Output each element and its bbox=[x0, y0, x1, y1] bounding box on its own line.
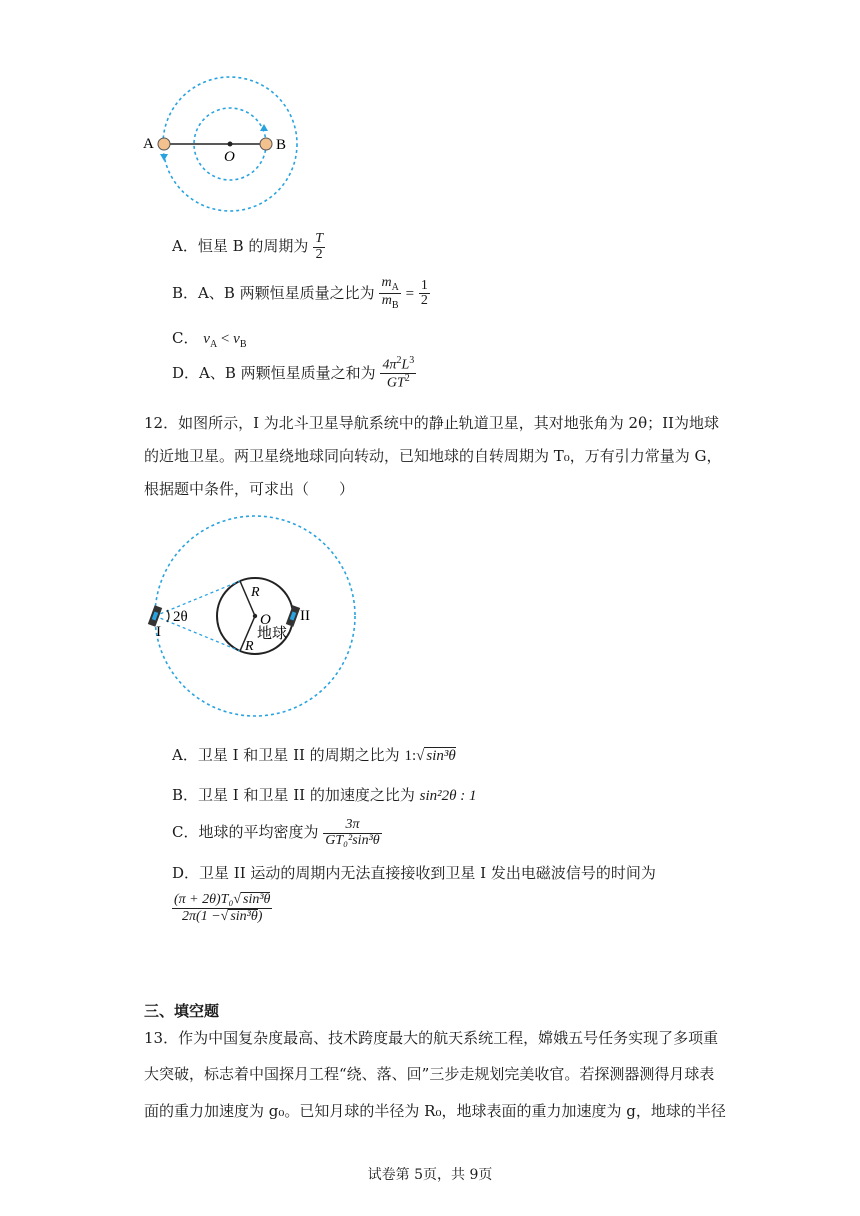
page-footer: 试卷第 5页，共 9页 bbox=[367, 1167, 493, 1183]
q11-option-b: B．A、B 两颗恒星质量之比为 $\frac{m_A}{m_B}$ = $\frac{1}{2}$ bbox=[172, 275, 428, 312]
q12-line-1: 12．如图所示，I 为北斗卫星导航系统中的静止轨道卫星，其对地张角为 2θ；II为地球 bbox=[144, 414, 719, 432]
fraction: $\frac{4\pi^2L^3}{GT^2}$ bbox=[382, 355, 415, 391]
fraction: $\frac{\text{(π + 2θ)T₀√ sin³θ}}{\text{2π(1 −√ sin³θ)}}$ bbox=[174, 892, 271, 924]
fraction: $\frac{m_A}{m_B}$ bbox=[381, 275, 399, 312]
section-title: 三、填空题 bbox=[144, 1002, 220, 1020]
earth-center bbox=[253, 614, 257, 618]
label-b: B bbox=[276, 137, 287, 153]
label-o: O bbox=[224, 149, 235, 165]
center-point bbox=[228, 142, 233, 147]
label-r-bottom: R bbox=[245, 639, 254, 654]
q12-option-d-formula bbox=[172, 892, 272, 924]
star-b bbox=[260, 138, 272, 150]
q11-option-c: C． $v_A < v_B$ bbox=[172, 329, 247, 350]
q13-line-2: 大突破，标志着中国探月工程“绕、落、回”三步走规划完美收官。若探测器测得月球表 bbox=[144, 1065, 715, 1083]
q11-option-d: D．A、B 两颗恒星质量之和为 $\frac{4\pi^2L^3}{GT^2}$ bbox=[172, 355, 415, 391]
q12-option-c: C．地球的平均密度为 $\frac{3\pi}{\text{GT₀²sin³θ}}$ bbox=[172, 817, 380, 848]
satellite-figure bbox=[140, 512, 370, 722]
arrow-a-icon bbox=[160, 154, 168, 161]
label-earth: 地球 bbox=[257, 626, 288, 642]
star-a bbox=[158, 138, 170, 150]
label-r-top: R bbox=[251, 585, 260, 600]
label-o: O bbox=[260, 612, 271, 628]
q11-option-a: A．恒星 B 的周期为 $\frac{T}{2}$ bbox=[172, 231, 323, 262]
label-a: A bbox=[143, 136, 154, 152]
q12-option-d: D．卫星 II 运动的周期内无法直接接收到卫星 I 发出电磁波信号的时间为 bbox=[172, 864, 656, 882]
binary-star-figure bbox=[140, 60, 340, 230]
q12-option-b: B．卫星 I 和卫星 II 的加速度之比为 sin²2θ : 1 bbox=[172, 786, 477, 804]
label-sat-i: I bbox=[156, 624, 161, 640]
q12-option-a: A．卫星 I 和卫星 II 的周期之比为 1:√ sin³θ bbox=[172, 746, 456, 764]
angle-arc bbox=[167, 610, 169, 622]
q12-line-2: 的近地卫星。两卫星绕地球同向转动，已知地球的自转周期为 T₀，万有引力常量为 G， bbox=[144, 447, 722, 465]
q13-line-3: 面的重力加速度为 g₀。已知月球的半径为 R₀，地球表面的重力加速度为 g，地球的半径 bbox=[144, 1102, 726, 1120]
q13-line-1: 13．作为中国复杂度最高、技术跨度最大的航天系统工程，嫦娥五号任务实现了多项重 bbox=[144, 1029, 719, 1047]
q12-line-3: 根据题中条件，可求出（ ） bbox=[144, 480, 355, 498]
label-angle: 2θ bbox=[173, 609, 188, 625]
label-sat-ii: II bbox=[300, 608, 310, 624]
fraction: $\frac{T}{2}$ bbox=[315, 231, 323, 262]
fraction: $\frac{3\pi}{\text{GT₀²sin³θ}}$ bbox=[325, 817, 380, 848]
fraction: $\frac{1}{2}$ bbox=[420, 277, 428, 309]
